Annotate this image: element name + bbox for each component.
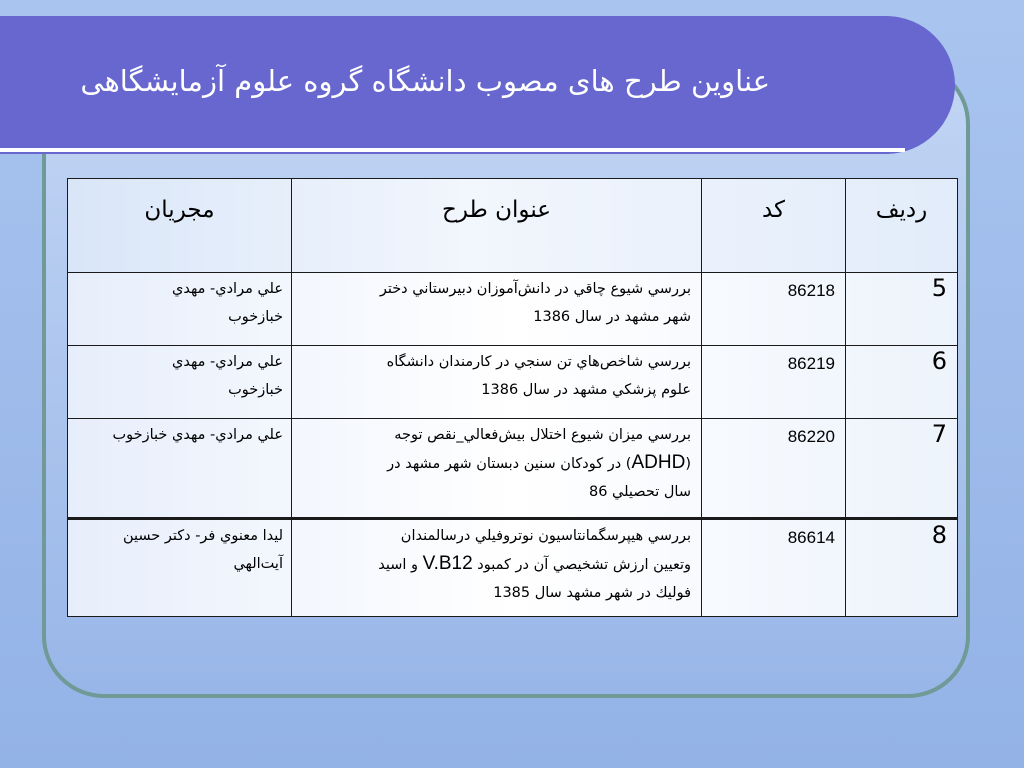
vitamin-label: V.B12 xyxy=(422,553,473,574)
project-title-fragment: و اسيد xyxy=(378,557,419,573)
project-title-line: فوليك در شهر مشهد سال 1385 xyxy=(493,585,691,601)
row-number: 7 xyxy=(846,419,958,519)
executors-line: خبازخوب xyxy=(228,309,283,325)
project-title xyxy=(292,419,702,519)
executors-line: علي مرادي- مهدي xyxy=(171,281,283,297)
header-radif: ردیف xyxy=(846,179,958,273)
project-title-line: شهر مشهد در سال 1386 xyxy=(533,309,691,325)
project-code: 86220 xyxy=(702,419,846,519)
project-title xyxy=(292,346,702,419)
executors-line: آيت‌الهي xyxy=(233,556,283,572)
table-row xyxy=(68,273,958,346)
project-code: 86218 xyxy=(702,273,846,346)
page-title: عناوین طرح های مصوب دانشگاه گروه علوم آزمایشگاهی xyxy=(80,64,770,98)
project-executors xyxy=(68,419,292,519)
project-title-fragment: در كودكان سنين دبستان شهر مشهد در xyxy=(387,456,622,472)
table-row xyxy=(68,419,958,519)
header-title: عنوان طرح xyxy=(292,179,702,273)
project-executors xyxy=(68,519,292,617)
executors-line: علي مرادي- مهدي خبازخوب xyxy=(112,427,283,443)
row-number: 8 xyxy=(846,519,958,617)
table-row xyxy=(68,346,958,419)
project-title-line: بررسي شيوع چاقي در دانش‌آموزان دبيرستاني دختر xyxy=(379,281,691,297)
project-title-line: بررسي ميزان شيوع اختلال بيش‌فعالي_نقص توجه xyxy=(394,427,691,443)
project-title xyxy=(292,519,702,617)
project-title-line: بررسي هيپرسگمانتاسيون نوتروفيلي درسالمندان xyxy=(400,528,691,544)
title-banner xyxy=(0,16,955,154)
title-underline xyxy=(0,148,905,152)
adhd-abbreviation: ADHD xyxy=(631,452,686,473)
project-title-line: سال تحصيلي 86 xyxy=(588,484,691,500)
header-executors: مجریان xyxy=(68,179,292,273)
row-number: 5 xyxy=(846,273,958,346)
project-title-line: (ADHD) در كودكان سنين دبستان شهر مشهد در xyxy=(387,452,691,473)
table-header-row xyxy=(68,179,958,273)
row-number: 6 xyxy=(846,346,958,419)
project-title xyxy=(292,273,702,346)
project-executors xyxy=(68,273,292,346)
table-row xyxy=(68,519,958,617)
executors-line: ليدا معنوي فر- دكتر حسين xyxy=(122,528,283,544)
project-title-line: علوم پزشكي مشهد در سال 1386 xyxy=(481,382,691,398)
project-code: 86219 xyxy=(702,346,846,419)
project-title-line: بررسي شاخص‌هاي تن سنجي در كارمندان دانشگاه xyxy=(386,354,691,370)
project-title-line xyxy=(298,550,691,579)
project-executors xyxy=(68,346,292,419)
executors-line: خبازخوب xyxy=(228,382,283,398)
projects-table xyxy=(67,178,958,617)
project-code: 86614 xyxy=(702,519,846,617)
project-title-fragment: وتعيين ارزش تشخيصي آن در كمبود xyxy=(477,557,691,573)
executors-line: علي مرادي- مهدي xyxy=(171,354,283,370)
header-code: کد xyxy=(702,179,846,273)
